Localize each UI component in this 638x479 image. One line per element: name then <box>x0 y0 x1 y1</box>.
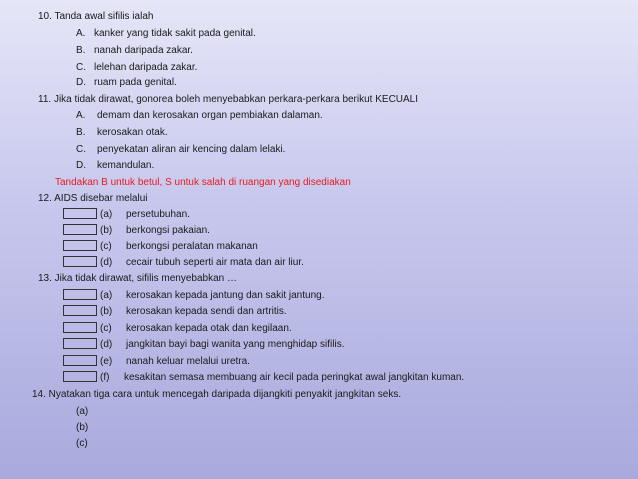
q13-option-d-text: jangkitan bayi bagi wanita yang menghidap sifilis. <box>126 339 345 350</box>
q11-option-a-text: demam dan kerosakan organ pembiakan dalaman. <box>97 110 323 121</box>
question-12: 12. AIDS disebar melalui <box>38 193 148 204</box>
q12-option-b-key: (b) <box>100 225 113 236</box>
q12-option-b-text: berkongsi pakaian. <box>126 225 210 236</box>
q11-option-d-key: D. <box>76 160 86 171</box>
q14-answer-b[interactable]: (b) <box>76 422 89 433</box>
q13-option-c-text: kerosakan kepada otak dan kegilaan. <box>126 323 292 334</box>
answer-box-12d[interactable] <box>63 256 97 267</box>
answer-box-12c[interactable] <box>63 240 97 251</box>
answer-box-12b[interactable] <box>63 224 97 235</box>
q10-option-b-key: B. <box>76 45 86 56</box>
answer-box-13b[interactable] <box>63 305 97 316</box>
q11-option-d-text: kemandulan. <box>97 160 155 171</box>
q13-option-f-key: (f) <box>100 372 110 383</box>
q13-option-f-text: kesakitan semasa membuang air kecil pada peringkat awal jangkitan kuman. <box>124 372 465 383</box>
answer-box-13e[interactable] <box>63 355 97 366</box>
q12-option-a-text: persetubuhan. <box>126 209 190 220</box>
q11-option-b-text: kerosakan otak. <box>97 127 168 138</box>
q10-option-d-key: D. <box>76 77 86 88</box>
answer-box-13f[interactable] <box>63 371 97 382</box>
q13-option-c-key: (c) <box>100 323 112 334</box>
answer-box-13d[interactable] <box>63 338 97 349</box>
q12-option-d-key: (d) <box>100 257 113 268</box>
q13-option-a-text: kerosakan kepada jantung dan sakit jantung. <box>126 290 325 301</box>
q13-option-e-text: nanah keluar melalui uretra. <box>126 356 250 367</box>
q13-option-b-key: (b) <box>100 306 113 317</box>
question-14: 14. Nyatakan tiga cara untuk mencegah daripada dijangkiti penyakit jangkitan seks. <box>32 389 402 400</box>
q14-answer-c[interactable]: (c) <box>76 438 88 449</box>
question-13: 13. Jika tidak dirawat, sifilis menyebabkan … <box>38 273 237 284</box>
answer-box-12a[interactable] <box>63 208 97 219</box>
q11-option-c-text: penyekatan aliran air kencing dalam lelaki. <box>97 144 286 155</box>
q13-option-a-key: (a) <box>100 290 113 301</box>
question-10: 10. Tanda awal sifilis ialah <box>38 11 154 22</box>
q13-option-d-key: (d) <box>100 339 113 350</box>
question-11: 11. Jika tidak dirawat, gonorea boleh menyebabkan perkara-perkara berikut KECUALI <box>38 94 419 105</box>
q12-option-c-text: berkongsi peralatan makanan <box>126 241 258 252</box>
answer-box-13c[interactable] <box>63 322 97 333</box>
instruction-text: Tandakan B untuk betul, S untuk salah di ruangan yang disediakan <box>55 177 351 188</box>
q12-option-a-key: (a) <box>100 209 113 220</box>
answer-box-13a[interactable] <box>63 289 97 300</box>
q10-option-d-text: ruam pada genital. <box>94 77 177 88</box>
q11-option-a-key: A. <box>76 110 86 121</box>
q13-option-b-text: kerosakan kepada sendi dan artritis. <box>126 306 287 317</box>
q10-option-c-key: C. <box>76 62 86 73</box>
q11-option-b-key: B. <box>76 127 86 138</box>
q10-option-c-text: lelehan daripada zakar. <box>94 62 198 73</box>
q10-option-a-key: A. <box>76 28 86 39</box>
q14-answer-a[interactable]: (a) <box>76 406 89 417</box>
q11-option-c-key: C. <box>76 144 86 155</box>
q13-option-e-key: (e) <box>100 356 113 367</box>
q10-option-b-text: nanah daripada zakar. <box>94 45 193 56</box>
q12-option-d-text: cecair tubuh seperti air mata dan air liur. <box>126 257 304 268</box>
q10-option-a-text: kanker yang tidak sakit pada genital. <box>94 28 256 39</box>
q12-option-c-key: (c) <box>100 241 112 252</box>
